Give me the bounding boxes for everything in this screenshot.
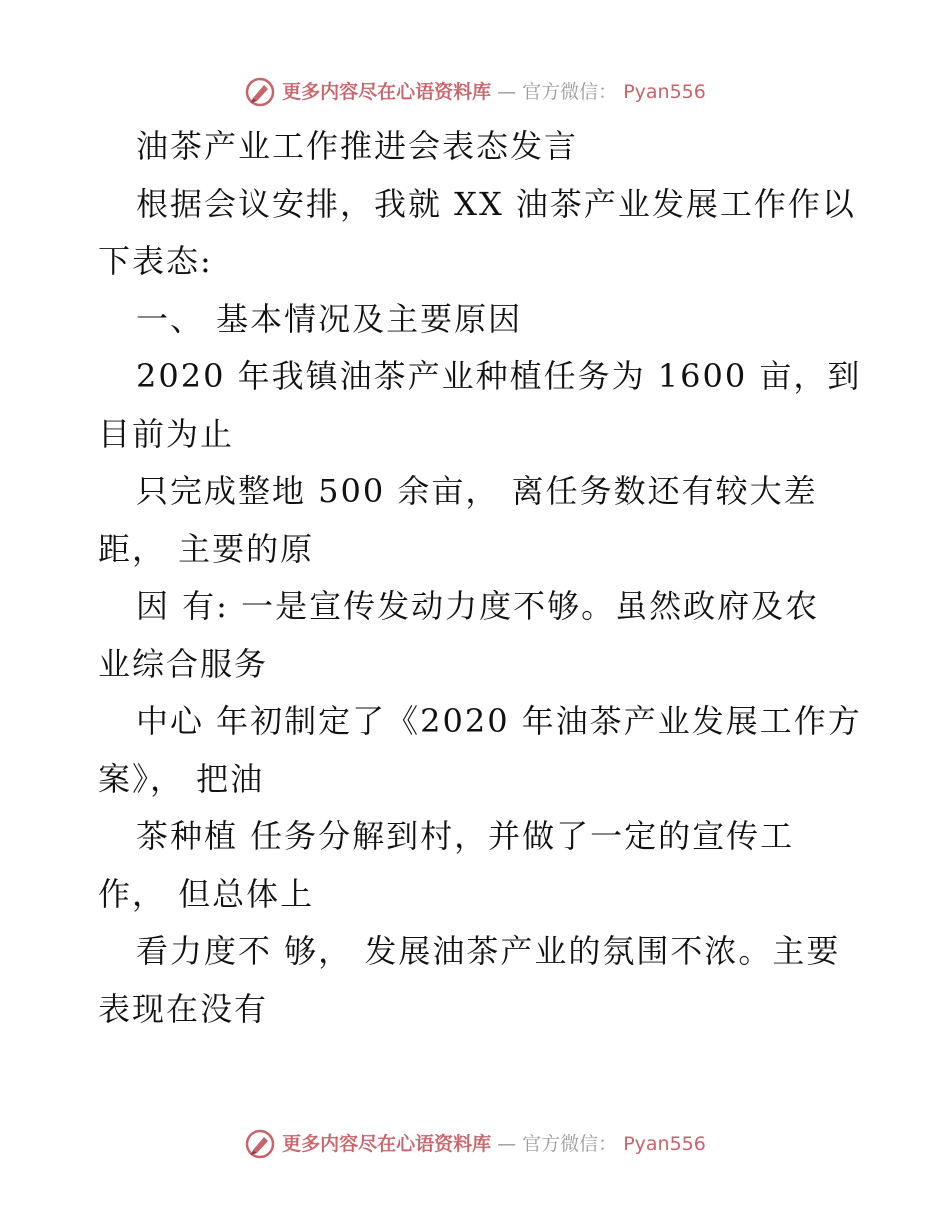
paragraph-line: 茶种植 任务分解到村，并做了一定的宣传工 (136, 817, 795, 855)
paragraph-line: 目前为止 (98, 414, 235, 453)
watermark-title: 更多内容尽在心语资料库 (282, 1133, 492, 1155)
paragraph-line: 作， 但总体上 (98, 874, 315, 913)
watermark-label: 官方微信： (522, 81, 618, 103)
paragraph-line: 距， 主要的原 (98, 529, 315, 568)
paragraph-line: 中心 年初制定了《2020 年油茶产业发展工作方 (136, 702, 862, 740)
paragraph-line: 下表态: (98, 242, 213, 280)
document-title: 油茶产业工作推进会表态发言 (136, 127, 579, 165)
watermark-title: 更多内容尽在心语资料库 (282, 81, 492, 103)
paragraph-line: 业综合服务 (98, 644, 269, 683)
watermark-dash: — (497, 1133, 517, 1155)
watermark-label: 官方微信： (522, 1133, 618, 1155)
header-watermark (0, 76, 950, 108)
pen-logo-icon (244, 1128, 276, 1160)
watermark-wechat-id: Pyan556 (623, 1133, 706, 1155)
pen-logo-icon (244, 76, 276, 108)
paragraph-line: 看力度不 够， 发展油茶产业的氛围不浓。主要 (136, 932, 841, 970)
section-heading: 一、 基本情况及主要原因 (136, 299, 523, 338)
paragraph-line: 根据会议安排，我就 XX 油茶产业发展工作作以 (136, 184, 856, 223)
paragraph-line: 2020 年我镇油茶产业种植任务为 1600 亩，到 (136, 357, 862, 395)
paragraph-line: 表现在没有 (98, 989, 269, 1028)
footer-watermark (0, 1128, 950, 1160)
paragraph-line: 因 有: 一是宣传发动力度不够。虽然政府及农 (136, 587, 820, 625)
watermark-wechat-id: Pyan556 (623, 81, 706, 103)
paragraph-line: 只完成整地 500 余亩， 离任务数还有较大差 (136, 472, 818, 510)
paragraph-line: 案》， 把油 (98, 759, 265, 798)
watermark-dash: — (497, 81, 517, 103)
document-body (0, 118, 950, 1038)
